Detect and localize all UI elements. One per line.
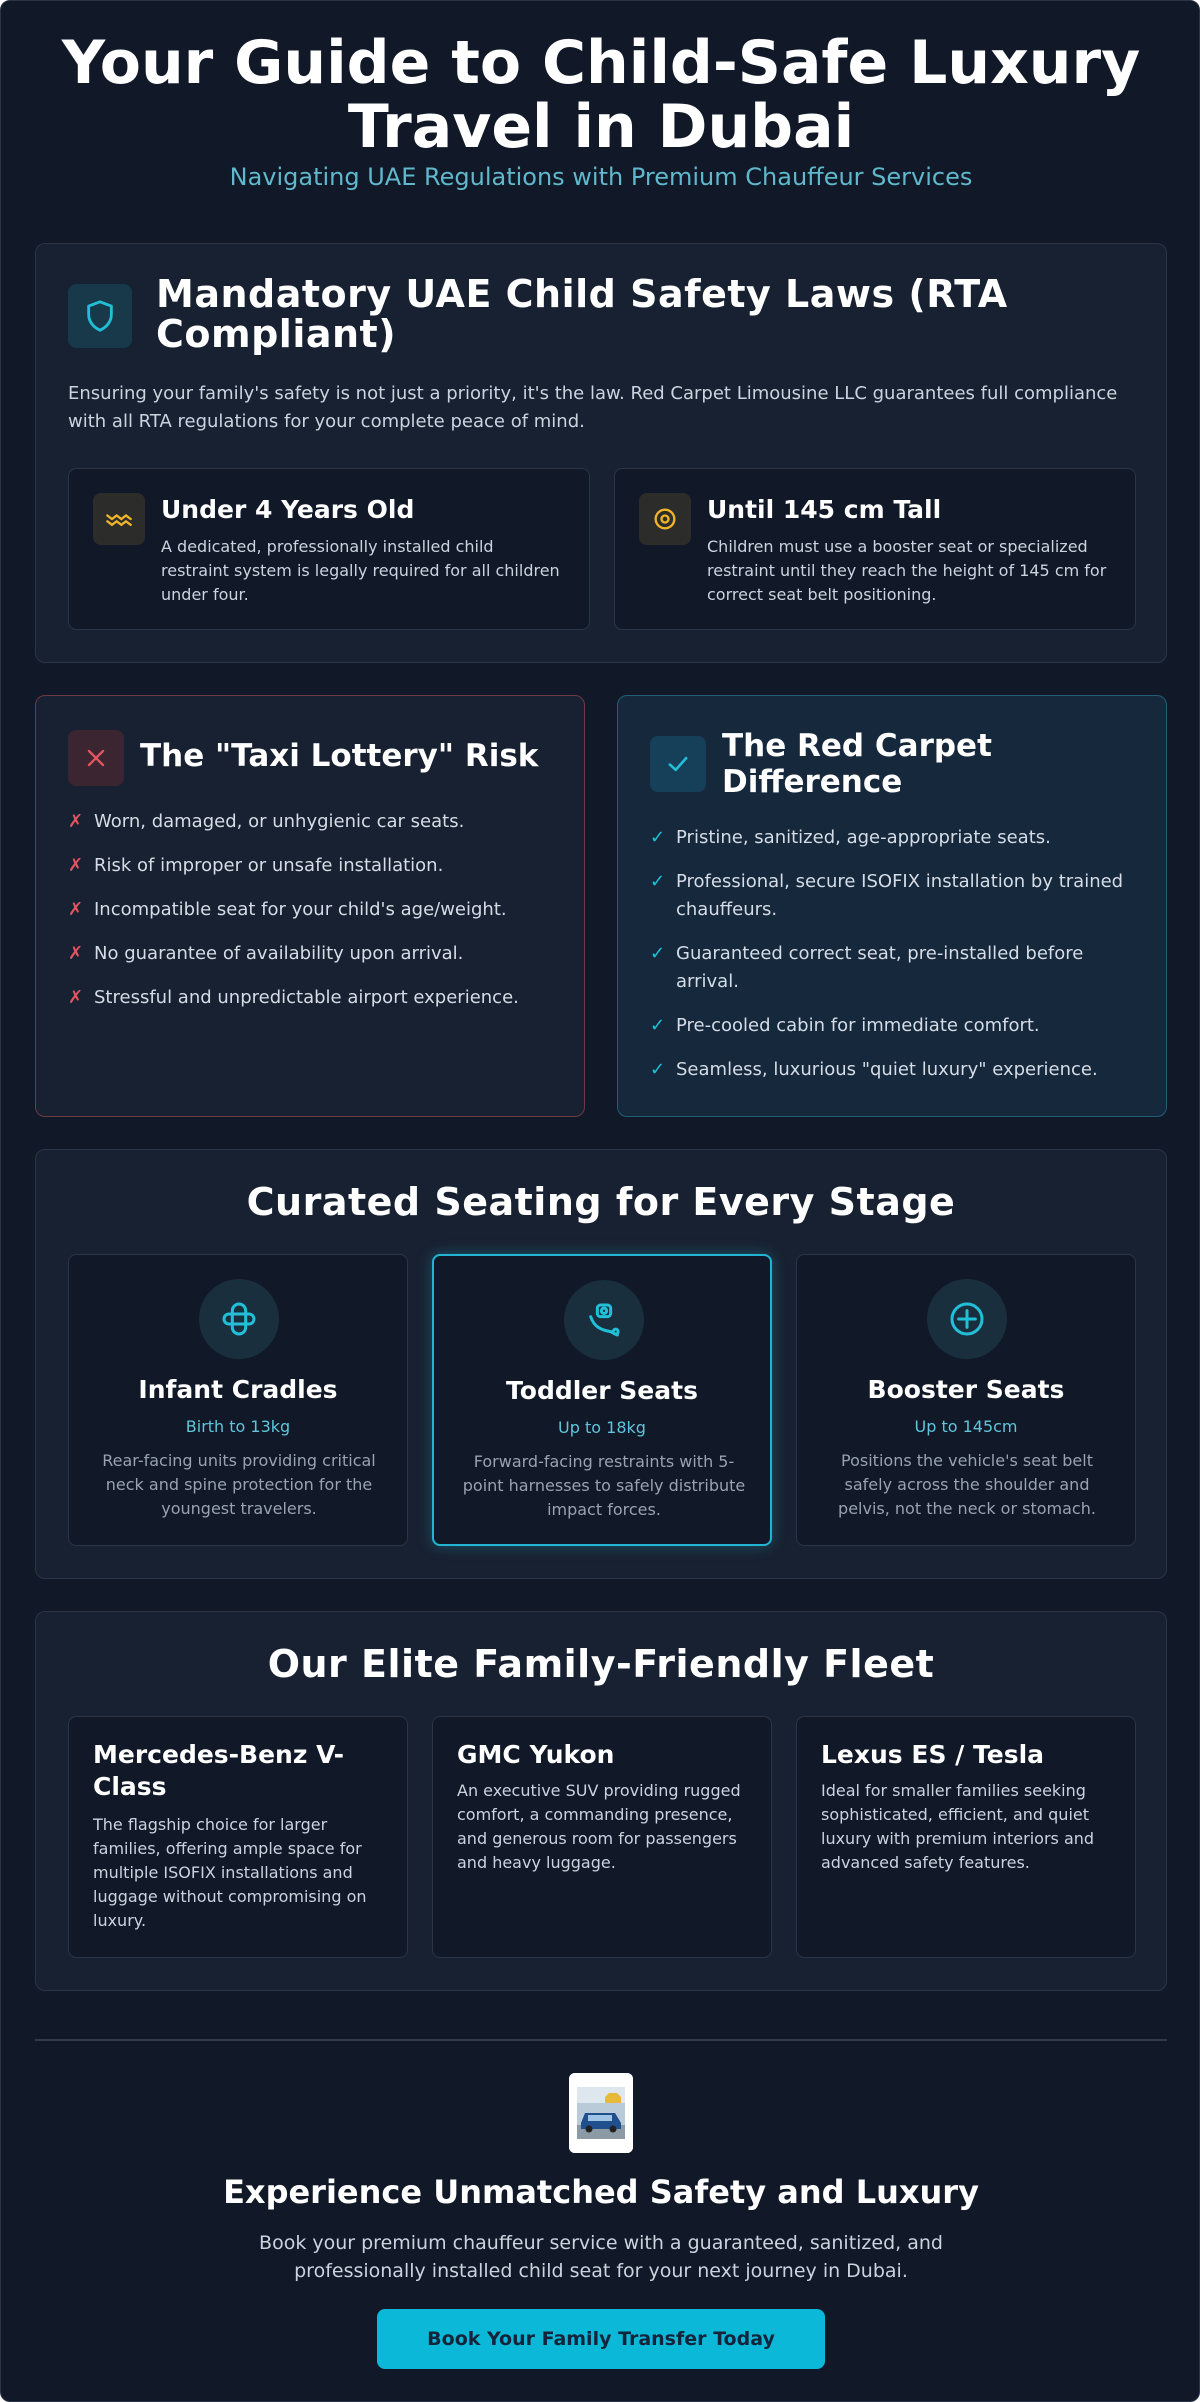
seat-card-toddler[interactable] [432, 1254, 772, 1546]
fleet-card-v-class[interactable] [68, 1716, 408, 1958]
taxi-risk-card [35, 695, 585, 1117]
list-item: ✗ Worn, damaged, or unhygienic car seats. [68, 808, 548, 836]
plus-circle-icon [927, 1279, 1007, 1359]
book-transfer-button[interactable]: Book Your Family Transfer Today [377, 2309, 825, 2369]
laws-intro: Ensuring your family's safety is not just a priority, it's the law. Red Carpet Limousine LLC guarantees full compliance with all RTA regulations for your complete peace of mind. [68, 383, 1118, 432]
fleet-section [35, 1611, 1167, 1991]
cross-mark-icon: ✗ [68, 987, 84, 1008]
fleet-card-title: Mercedes-Benz V-Class [93, 1740, 345, 1801]
seat-card-range: Up to 145cm [914, 1417, 1018, 1436]
list-item: ✓ Seamless, luxurious "quiet luxury" experience. [650, 1056, 1150, 1084]
seating-section [35, 1149, 1167, 1579]
cta-title: Experience Unmatched Safety and Luxury [223, 2173, 979, 2211]
law-item-145cm [614, 468, 1136, 630]
close-icon [68, 730, 124, 786]
list-item: ✗ Risk of improper or unsafe installation. [68, 852, 548, 880]
fleet-card-title: GMC Yukon [457, 1740, 615, 1769]
checkmark-icon: ✓ [650, 871, 666, 892]
seat-card-text: Forward-facing restraints with 5-point harnesses to safely distribute impact forces. [462, 1452, 746, 1519]
check-icon [650, 736, 706, 792]
law-item-text: Children must use a booster seat or specialized restraint until they reach the height of 145 cm for correct seat belt positioning. [707, 537, 1107, 604]
checkmark-icon: ✓ [650, 1015, 666, 1036]
list-item: ✗ No guarantee of availability upon arrival. [68, 940, 548, 968]
shield-icon [68, 284, 132, 348]
fleet-card-text: An executive SUV providing rugged comfort, a commanding presence, and generous room for passengers and heavy luggage. [457, 1781, 741, 1872]
fleet-card-title: Lexus ES / Tesla [821, 1740, 1045, 1769]
seat-card-range: Up to 18kg [558, 1418, 646, 1437]
page-title: Your Guide to Child-Safe Luxury Travel in Dubai [61, 28, 1141, 162]
fleet-title: Our Elite Family-Friendly Fleet [267, 1642, 935, 1686]
divider [35, 2039, 1167, 2041]
list-item: ✗ Stressful and unpredictable airport experience. [68, 984, 548, 1012]
list-item: ✓ Pre-cooled cabin for immediate comfort. [650, 1012, 1150, 1040]
cta-text: Book your premium chauffeur service with a guaranteed, sanitized, and professionally installed child seat for your next journey in Dubai. [259, 2232, 943, 2282]
car-seat-icon [564, 1280, 644, 1360]
laws-title: Mandatory UAE Child Safety Laws (RTA Compliant) [156, 272, 1008, 356]
checkmark-icon: ✓ [650, 827, 666, 848]
red-carpet-difference-title: The Red Carpet Difference [722, 728, 992, 800]
cross-mark-icon: ✗ [68, 855, 84, 876]
fleet-card-lexus-tesla[interactable] [796, 1716, 1136, 1958]
list-item: ✓ Professional, secure ISOFIX installation by trained chauffeurs. [650, 868, 1150, 924]
fleet-card-yukon[interactable] [432, 1716, 772, 1958]
wave-icon [93, 493, 145, 545]
cross-mark-icon: ✗ [68, 899, 84, 920]
cross-mark-icon: ✗ [68, 811, 84, 832]
seat-card-infant[interactable] [68, 1254, 408, 1546]
laws-section [35, 243, 1167, 663]
list-item: ✓ Guaranteed correct seat, pre-installed before arrival. [650, 940, 1150, 996]
checkmark-icon: ✓ [650, 1059, 666, 1080]
seat-card-text: Positions the vehicle's seat belt safely across the shoulder and pelvis, not the neck or stomach. [838, 1451, 1096, 1518]
bandage-icon [199, 1279, 279, 1359]
seat-card-range: Birth to 13kg [185, 1417, 291, 1436]
red-carpet-difference-list [650, 824, 1150, 1100]
taxi-risk-title: The "Taxi Lottery" Risk [140, 738, 539, 774]
page-subtitle: Navigating UAE Regulations with Premium Chauffeur Services [229, 163, 973, 191]
checkmark-icon: ✓ [650, 943, 666, 964]
list-item: ✓ Pristine, sanitized, age-appropriate seats. [650, 824, 1150, 852]
fleet-card-text: The flagship choice for larger families, offering ample space for multiple ISOFIX installations and luggage without compromising on luxury. [93, 1815, 367, 1930]
list-item: ✗ Incompatible seat for your child's age/weight. [68, 896, 548, 924]
law-item-title: Until 145 cm Tall [707, 495, 942, 524]
cross-mark-icon: ✗ [68, 943, 84, 964]
fleet-card-text: Ideal for smaller families seeking sophisticated, efficient, and quiet luxury with premium interiors and advanced safety features. [821, 1781, 1095, 1872]
seat-card-title: Booster Seats [867, 1375, 1065, 1404]
red-carpet-difference-card [617, 695, 1167, 1117]
law-item-text: A dedicated, professionally installed child restraint system is legally required for all children under four. [161, 537, 560, 604]
law-item-under-4 [68, 468, 590, 630]
car-photo [569, 2073, 633, 2153]
law-item-title: Under 4 Years Old [161, 495, 415, 524]
seating-title: Curated Seating for Every Stage [246, 1180, 956, 1224]
seat-card-title: Toddler Seats [506, 1376, 698, 1405]
taxi-risk-list [68, 808, 548, 1028]
seat-card-text: Rear-facing units providing critical neck and spine protection for the youngest travelers. [102, 1451, 376, 1518]
seat-card-title: Infant Cradles [138, 1375, 338, 1404]
seat-card-booster[interactable] [796, 1254, 1136, 1546]
target-icon [639, 493, 691, 545]
